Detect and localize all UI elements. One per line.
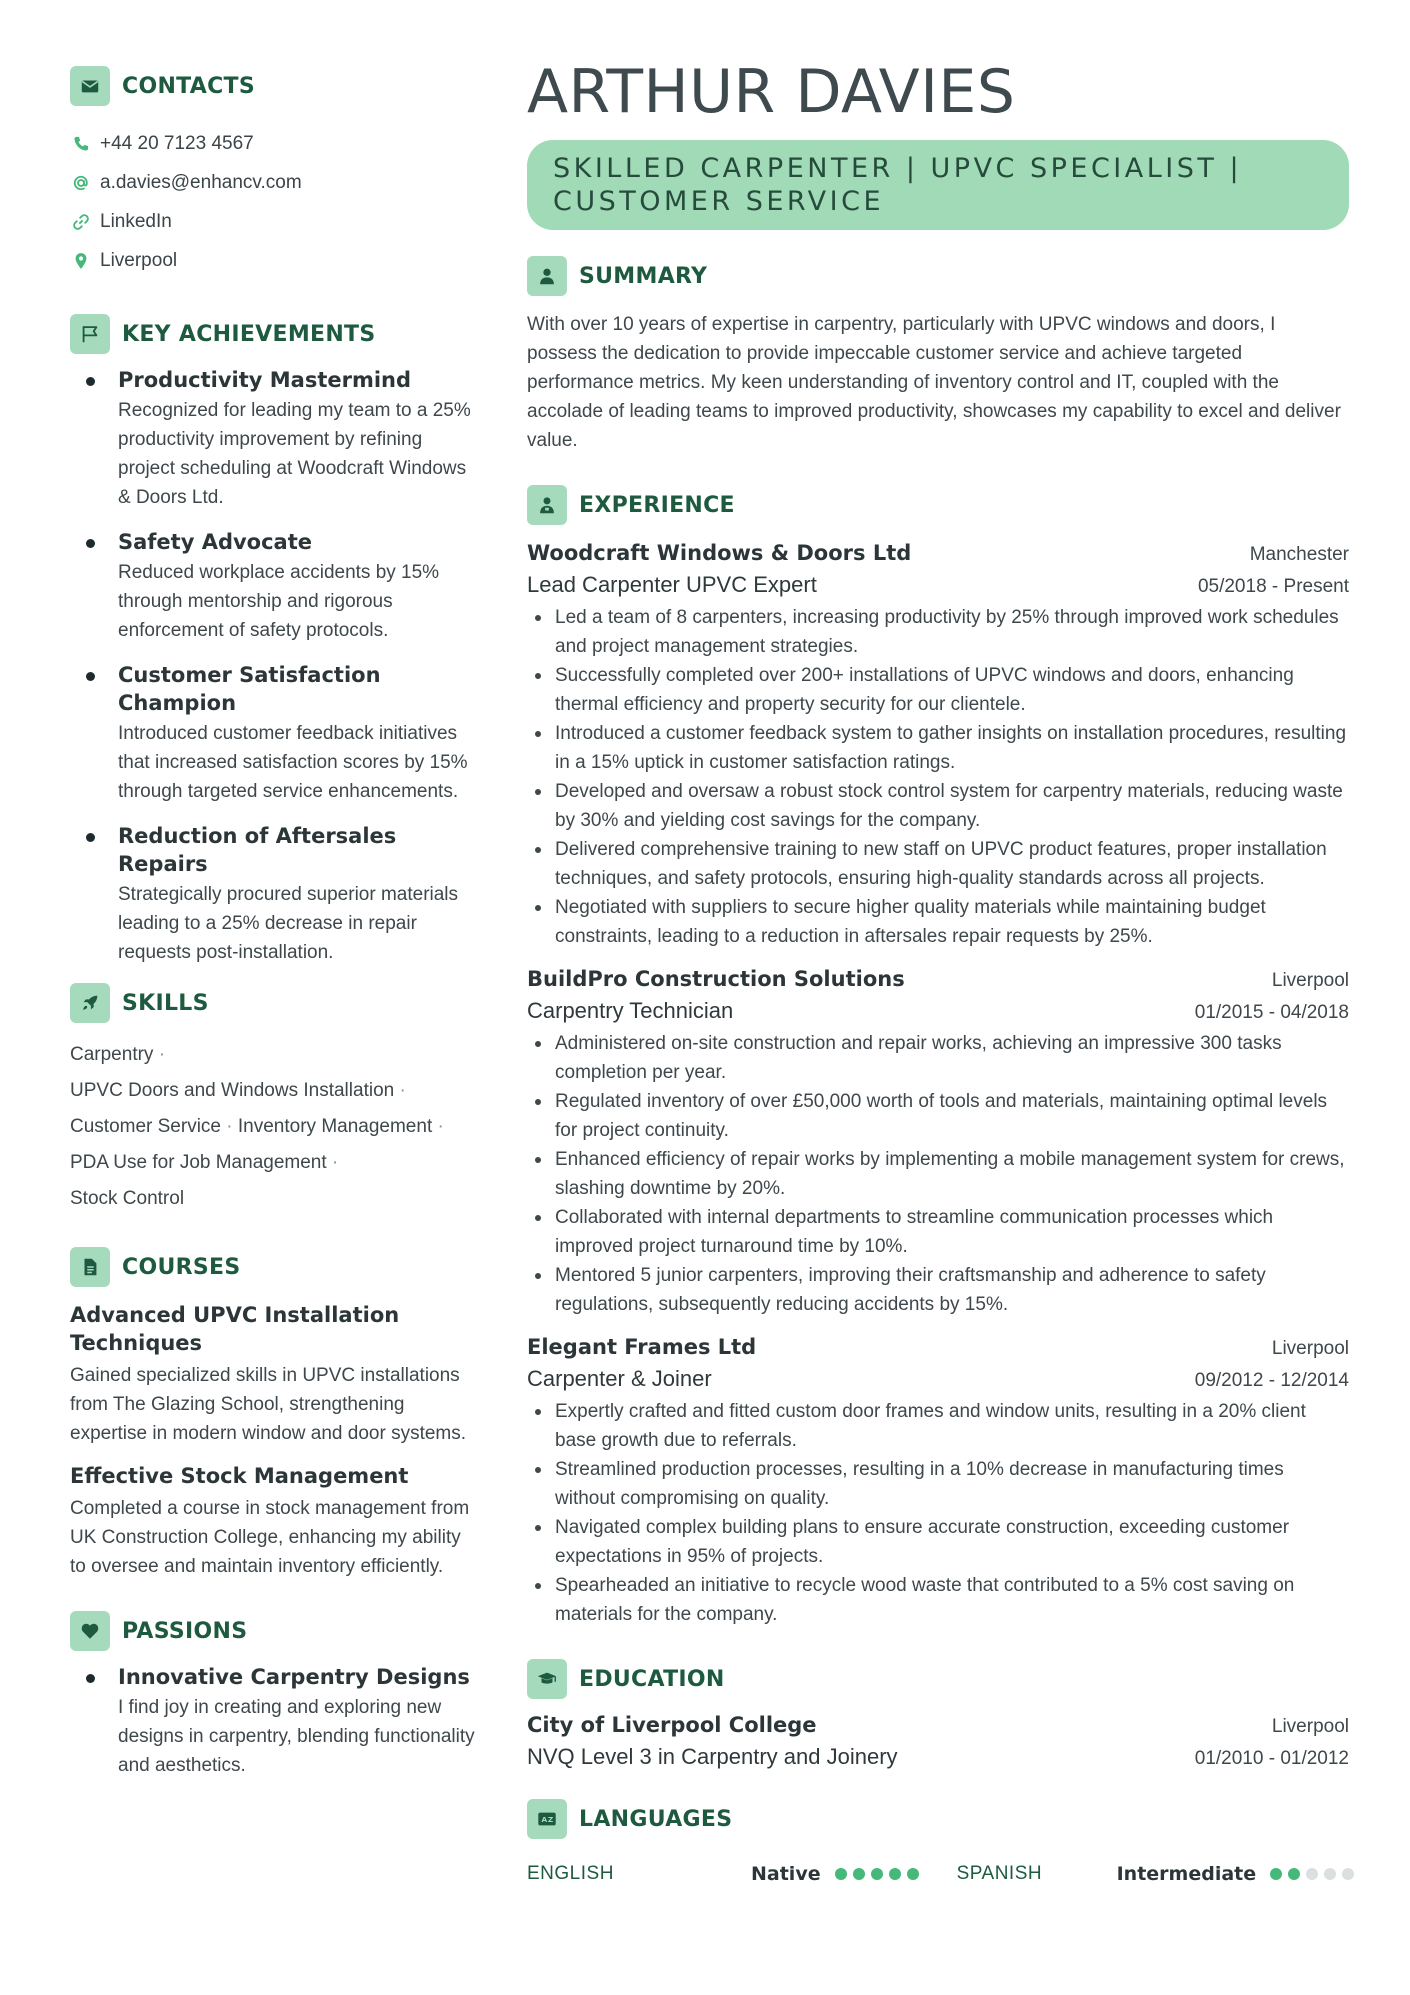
language-name: ENGLISH (527, 1863, 614, 1884)
summary-header (527, 256, 1349, 296)
job-dates: 09/2012 - 12/2014 (1194, 1370, 1349, 1391)
job-entry (527, 963, 1349, 1319)
section-title: EXPERIENCE (579, 492, 735, 518)
job-location: Manchester (1249, 544, 1349, 565)
job-bullet: Enhanced efficiency of repair works by implementing a mobile management system for crews, slashing downtime by 20%. (527, 1145, 1349, 1203)
education-header-row (527, 1709, 1349, 1741)
job-role-row (527, 995, 1349, 1027)
bullet-dot (86, 1674, 95, 1683)
proficiency-dot-filled (1270, 1868, 1282, 1880)
headline-line-2: CUSTOMER SERVICE (553, 186, 885, 217)
achievement-desc: Introduced customer feedback initiatives that increased satisfaction scores by 15% through targeted service enhancements. (118, 723, 468, 802)
proficiency-dots (835, 1868, 925, 1880)
skill-line: UPVC Doors and Windows Installation · (70, 1080, 406, 1101)
flag-icon (70, 314, 110, 354)
education-degree-row (527, 1741, 1349, 1773)
job-header-row (527, 963, 1349, 995)
job-dates: 05/2018 - Present (1197, 576, 1349, 597)
linkedin-text: LinkedIn (100, 210, 172, 232)
achievement-item (80, 822, 480, 967)
language-name: SPANISH (956, 1863, 1043, 1884)
language-item (527, 1863, 925, 1885)
section-title: EDUCATION (579, 1666, 725, 1692)
courses-header (70, 1247, 480, 1287)
section-title: KEY ACHIEVEMENTS (122, 321, 376, 347)
achievement-title: Reduction of Aftersales Repairs (118, 824, 397, 876)
education-header (527, 1659, 1349, 1699)
job-role: Carpenter & Joiner (527, 1366, 712, 1391)
contacts-list (70, 124, 480, 280)
job-bullet: Spearheaded an initiative to recycle wood waste that contributed to a 5% cost saving on materials for the company. (527, 1571, 1349, 1629)
bullet-dot (86, 672, 95, 681)
contact-linkedin[interactable] (70, 202, 480, 241)
job-bullet: Administered on-site construction and repair works, achieving an impressive 300 tasks completion per year. (527, 1029, 1349, 1087)
proficiency-dot-filled (835, 1868, 847, 1880)
achievement-item (80, 661, 480, 806)
proficiency-dot-filled (889, 1868, 901, 1880)
job-role: Carpentry Technician (527, 998, 734, 1023)
svg-text:Z: Z (547, 1815, 554, 1825)
skill-line (70, 1181, 480, 1217)
job-entry (527, 537, 1349, 951)
candidate-name: ARTHUR DAVIES (527, 57, 1016, 127)
course-title: Advanced UPVC Installation Techniques (70, 1303, 400, 1355)
job-bullet: Expertly crafted and fitted custom door frames and window units, resulting in a 20% client base growth due to referrals. (527, 1397, 1349, 1455)
section-title: PASSIONS (122, 1618, 248, 1644)
achievement-desc: Recognized for leading my team to a 25% productivity improvement by refining project scheduling at Woodcraft Windows & Doors Ltd. (118, 400, 471, 508)
job-bullet: Introduced a customer feedback system to gather insights on installation procedures, resulting in a 15% uptick in customer satisfaction ratings. (527, 719, 1349, 777)
briefcase-person-icon (527, 485, 567, 525)
job-bullet: Negotiated with suppliers to secure higher quality materials while maintaining budget constraints, leading to a reduction in aftersales repair requests by 25%. (527, 893, 1349, 951)
job-bullet: Led a team of 8 carpenters, increasing productivity by 25% through improved work schedules and project management strategies. (527, 603, 1349, 661)
course-desc: Gained specialized skills in UPVC installations from The Glazing School, strengthening expertise in modern window and door systems. (70, 1365, 467, 1444)
phone-text: +44 20 7123 4567 (100, 132, 254, 154)
bullet-dot (86, 377, 95, 386)
contacts-header (70, 66, 480, 106)
education-entry (527, 1709, 1349, 1773)
summary-text: With over 10 years of expertise in carpentry, particularly with UPVC windows and doors, I possess the dedication to provide impeccable customer service and achieve targeted performance metrics. My keen understanding of inventory control and IT, coupled with the accolade of leading teams to improved productivity, showcases my capability to excel and deliver value. (527, 314, 1341, 451)
course-desc: Completed a course in stock management from UK Construction College, enhancing my ability to oversee and maintain inventory efficiently. (70, 1498, 470, 1577)
achievement-title: Safety Advocate (118, 530, 313, 554)
person-icon (527, 256, 567, 296)
proficiency-dot-filled (853, 1868, 865, 1880)
job-company: BuildPro Construction Solutions (527, 967, 905, 991)
course-item (70, 1462, 480, 1581)
svg-text:A: A (541, 1815, 548, 1825)
section-title: SUMMARY (579, 263, 708, 289)
bullet-dot (86, 539, 95, 548)
languages-list (527, 1863, 1349, 1885)
email-text: a.davies@enhancv.com (100, 171, 302, 193)
job-company: Elegant Frames Ltd (527, 1335, 757, 1359)
proficiency-dot-filled (907, 1868, 919, 1880)
heart-icon (70, 1611, 110, 1651)
document-icon (70, 1247, 110, 1287)
right-column (527, 58, 1349, 1885)
phone-icon (70, 133, 92, 155)
contact-phone[interactable] (70, 124, 480, 163)
degree: NVQ Level 3 in Carpentry and Joinery (527, 1744, 898, 1769)
job-bullet: Streamlined production processes, resulting in a 10% decrease in manufacturing times without compromising on quality. (527, 1455, 1349, 1513)
skill-item: PDA Use for Job Management (70, 1152, 327, 1173)
graduation-cap-icon (527, 1659, 567, 1699)
job-role-row (527, 569, 1349, 601)
school-location: Liverpool (1271, 1716, 1349, 1737)
job-bullets (527, 1397, 1349, 1629)
skill-line: PDA Use for Job Management · (70, 1152, 339, 1173)
section-title: LANGUAGES (579, 1806, 733, 1832)
achievements-list (70, 366, 480, 967)
job-bullet: Delivered comprehensive training to new staff on UPVC product features, proper installation techniques, and safety protocols, ensuring high-quality standards across all projects. (527, 835, 1349, 893)
job-bullet: Collaborated with internal departments to streamline communication processes which improved project turnaround time by 10%. (527, 1203, 1349, 1261)
passions-header (70, 1611, 480, 1651)
proficiency-dot-empty (1324, 1868, 1336, 1880)
job-bullet: Navigated complex building plans to ensure accurate construction, exceeding customer expectations in 95% of projects. (527, 1513, 1349, 1571)
passion-title: Innovative Carpentry Designs (118, 1665, 470, 1689)
job-bullets (527, 1029, 1349, 1319)
course-item (70, 1301, 480, 1448)
achievements-header (70, 314, 480, 354)
proficiency-dot-empty (1306, 1868, 1318, 1880)
headline-line-1: SKILLED CARPENTER | UPVC SPECIALIST | (553, 153, 1243, 184)
skill-item: Customer Service (70, 1116, 221, 1137)
achievement-desc: Strategically procured superior materials leading to a 25% decrease in repair requests post-installation. (118, 884, 459, 963)
location-text: Liverpool (100, 249, 178, 271)
job-location: Liverpool (1271, 970, 1349, 991)
skill-item: UPVC Doors and Windows Installation (70, 1080, 395, 1101)
proficiency-dot-empty (1342, 1868, 1354, 1880)
course-title: Effective Stock Management (70, 1464, 409, 1488)
contact-email[interactable] (70, 163, 480, 202)
language-icon (527, 1799, 567, 1839)
job-bullet: Successfully completed over 200+ installations of UPVC windows and doors, enhancing thermal efficiency and property security for our clientele. (527, 661, 1349, 719)
languages-header (527, 1799, 1349, 1839)
job-entry (527, 1331, 1349, 1629)
passions-list (70, 1663, 480, 1780)
section-title: SKILLS (122, 990, 209, 1016)
skill-line: Carpentry · (70, 1044, 166, 1065)
achievement-item (80, 528, 480, 645)
job-bullet: Regulated inventory of over £50,000 worth of tools and materials, maintaining optimal levels for project continuity. (527, 1087, 1349, 1145)
job-bullets (527, 603, 1349, 951)
job-company: Woodcraft Windows & Doors Ltd (527, 541, 912, 565)
location-pin-icon (70, 250, 92, 272)
link-icon (70, 211, 92, 233)
envelope-icon (70, 66, 110, 106)
achievement-item (80, 366, 480, 512)
job-role: Lead Carpenter UPVC Expert (527, 572, 817, 597)
skill-line: Customer Service · Inventory Management · (70, 1116, 444, 1137)
experience-header (527, 485, 1349, 525)
passion-desc: I find joy in creating and exploring new designs in carpentry, blending functionality and aesthetics. (118, 1697, 475, 1776)
language-level: Intermediate (1116, 1863, 1257, 1885)
skills-list (70, 1037, 480, 1217)
skill-item: Stock Control (70, 1188, 185, 1209)
education-dates: 01/2010 - 01/2012 (1194, 1748, 1349, 1769)
job-bullet: Developed and oversaw a robust stock control system for carpentry materials, reducing waste by 30% and yielding cost savings for the company. (527, 777, 1349, 835)
job-dates: 01/2015 - 04/2018 (1194, 1002, 1349, 1023)
section-title: COURSES (122, 1254, 241, 1280)
job-location: Liverpool (1271, 1338, 1349, 1359)
job-header-row (527, 1331, 1349, 1363)
rocket-icon (70, 983, 110, 1023)
headline-banner (527, 140, 1349, 230)
achievement-desc: Reduced workplace accidents by 15% through mentorship and rigorous enforcement of safety protocols. (118, 562, 440, 641)
achievement-title: Productivity Mastermind (118, 368, 412, 392)
job-bullet: Mentored 5 junior carpenters, improving their craftsmanship and adherence to safety regulations, subsequently reducing accidents by 15%. (527, 1261, 1349, 1319)
skill-item: Carpentry (70, 1044, 154, 1065)
school-name: City of Liverpool College (527, 1713, 817, 1737)
job-role-row (527, 1363, 1349, 1395)
contact-location (70, 241, 480, 280)
skill-item: Inventory Management (237, 1116, 433, 1137)
bullet-dot (86, 833, 95, 842)
language-level: Native (751, 1863, 821, 1885)
proficiency-dot-filled (871, 1868, 883, 1880)
passion-item (80, 1663, 480, 1780)
proficiency-dot-filled (1288, 1868, 1300, 1880)
at-icon (70, 172, 92, 194)
job-header-row (527, 537, 1349, 569)
section-title: CONTACTS (122, 73, 255, 99)
achievement-title: Customer Satisfaction Champion (118, 663, 381, 715)
left-column (70, 66, 480, 1796)
language-item (957, 1863, 1361, 1885)
skills-header (70, 983, 480, 1023)
proficiency-dots (1270, 1868, 1360, 1880)
